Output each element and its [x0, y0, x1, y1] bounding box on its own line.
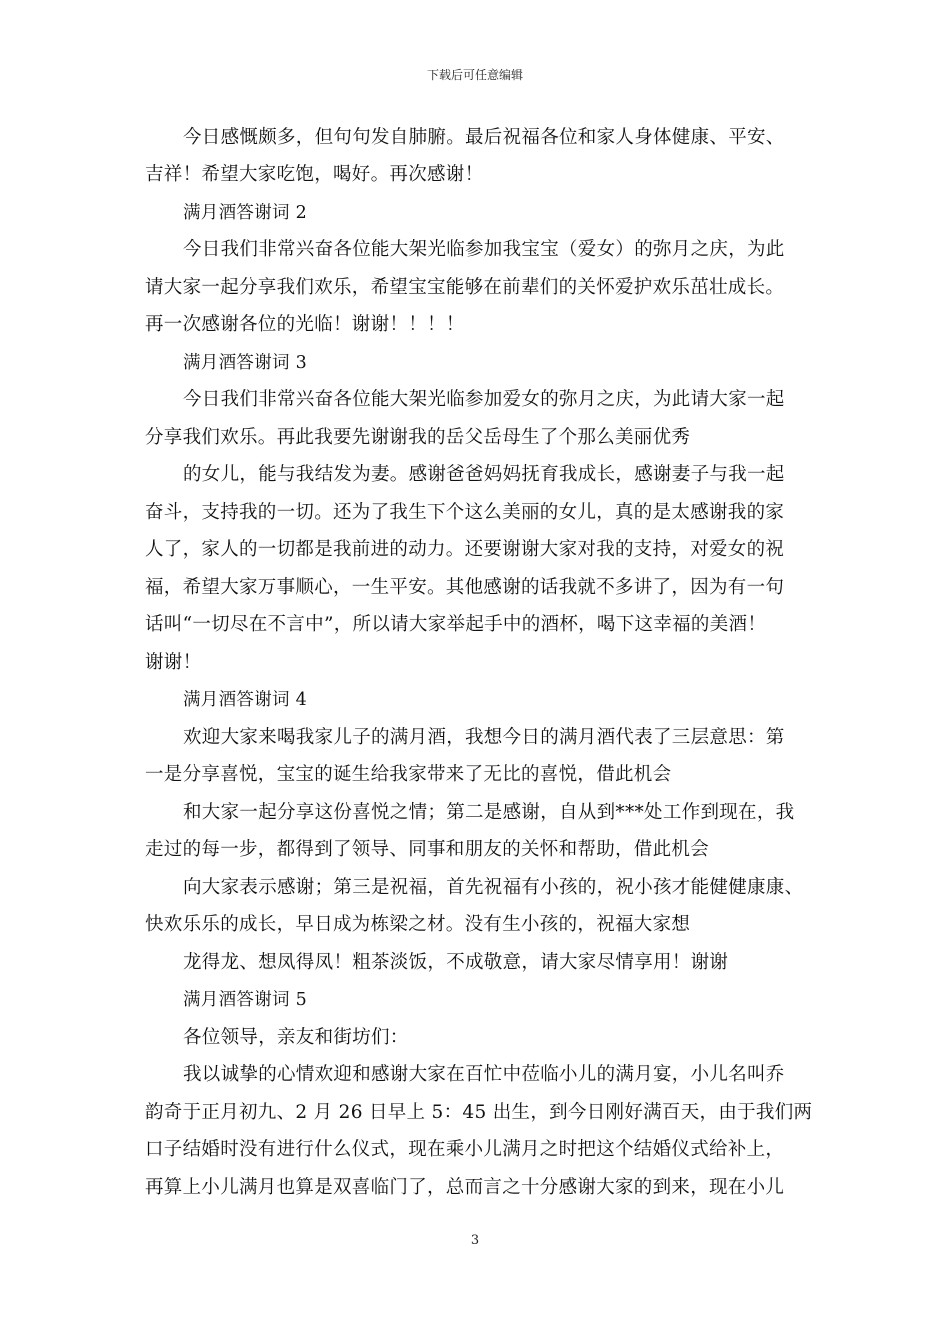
body-line: 今日我们非常兴奋各位能大架光临参加我宝宝（爱女）的弥月之庆，为此: [183, 239, 785, 260]
body-line: 我以诚挚的心情欢迎和感谢大家在百忙中莅临小儿的满月宴，小儿名叫乔: [183, 1064, 785, 1085]
body-line: 一是分享喜悦，宝宝的诞生给我家带来了无比的喜悦，借此机会: [145, 764, 672, 785]
section-heading: 满月酒答谢词 3: [183, 353, 308, 373]
body-line: 再算上小儿满月也算是双喜临门了，总而言之十分感谢大家的到来，现在小儿: [145, 1177, 785, 1198]
body-line: 龙得龙、想凤得凤！粗茶淡饭，不成敬意，请大家尽情享用！谢谢: [183, 952, 729, 973]
body-line: 韵奇于正月初九、2 月 26 日早上 5：45 出生，到今日刚好满百天，由于我们两: [145, 1102, 813, 1123]
body-line: 话叫“一切尽在不言中”，所以请大家举起手中的酒杯，喝下这幸福的美酒！: [145, 614, 767, 635]
body-line: 奋斗，支持我的一切。还为了我生下个这么美丽的女儿，真的是太感谢我的家: [145, 502, 785, 523]
body-line: 今日感慨颇多，但句句发自肺腑。最后祝福各位和家人身体健康、平安、: [183, 127, 785, 148]
body-line: 和大家一起分享这份喜悦之情；第二是感谢，自从到***处工作到现在，我: [183, 802, 795, 823]
body-line: 分享我们欢乐。再此我要先谢谢我的岳父岳母生了个那么美丽优秀: [145, 427, 691, 448]
page-number: 3: [470, 1233, 480, 1248]
body-line: 人了，家人的一切都是我前进的动力。还要谢谢大家对我的支持，对爱女的祝: [145, 539, 785, 560]
body-line: 请大家一起分享我们欢乐，希望宝宝能够在前辈们的关怀爱护欢乐茁壮成长。: [145, 277, 785, 298]
body-line: 走过的每一步，都得到了领导、同事和朋友的关怀和帮助，借此机会: [145, 839, 710, 860]
body-line: 再一次感谢各位的光临！谢谢！！！！: [145, 314, 465, 335]
body-line: 欢迎大家来喝我家儿子的满月酒，我想今日的满月酒代表了三层意思：第: [183, 727, 785, 748]
body-line: 今日我们非常兴奋各位能大架光临参加爱女的弥月之庆，为此请大家一起: [183, 389, 785, 410]
body-line: 谢谢！: [145, 652, 202, 673]
body-line: 快欢乐乐的成长，早日成为栋梁之材。没有生小孩的，祝福大家想: [145, 914, 691, 935]
body-line: 吉祥！希望大家吃饱，喝好。再次感谢！: [145, 164, 484, 185]
section-heading: 满月酒答谢词 4: [183, 690, 308, 710]
section-heading: 满月酒答谢词 5: [183, 990, 308, 1010]
body-line: 向大家表示感谢；第三是祝福，首先祝福有小孩的，祝小孩才能健健康康、: [183, 877, 804, 898]
body-line: 口子结婚时没有进行什么仪式，现在乘小儿满月之时把这个结婚仪式给补上，: [145, 1139, 785, 1160]
body-line: 各位领导，亲友和街坊们：: [183, 1027, 409, 1048]
section-heading: 满月酒答谢词 2: [183, 203, 308, 223]
page-header: 下载后可任意编辑: [426, 68, 523, 82]
body-line: 的女儿，能与我结发为妻。感谢爸爸妈妈抚育我成长，感谢妻子与我一起: [183, 464, 785, 485]
body-line: 福，希望大家万事顺心，一生平安。其他感谢的话我就不多讲了，因为有一句: [145, 577, 785, 598]
